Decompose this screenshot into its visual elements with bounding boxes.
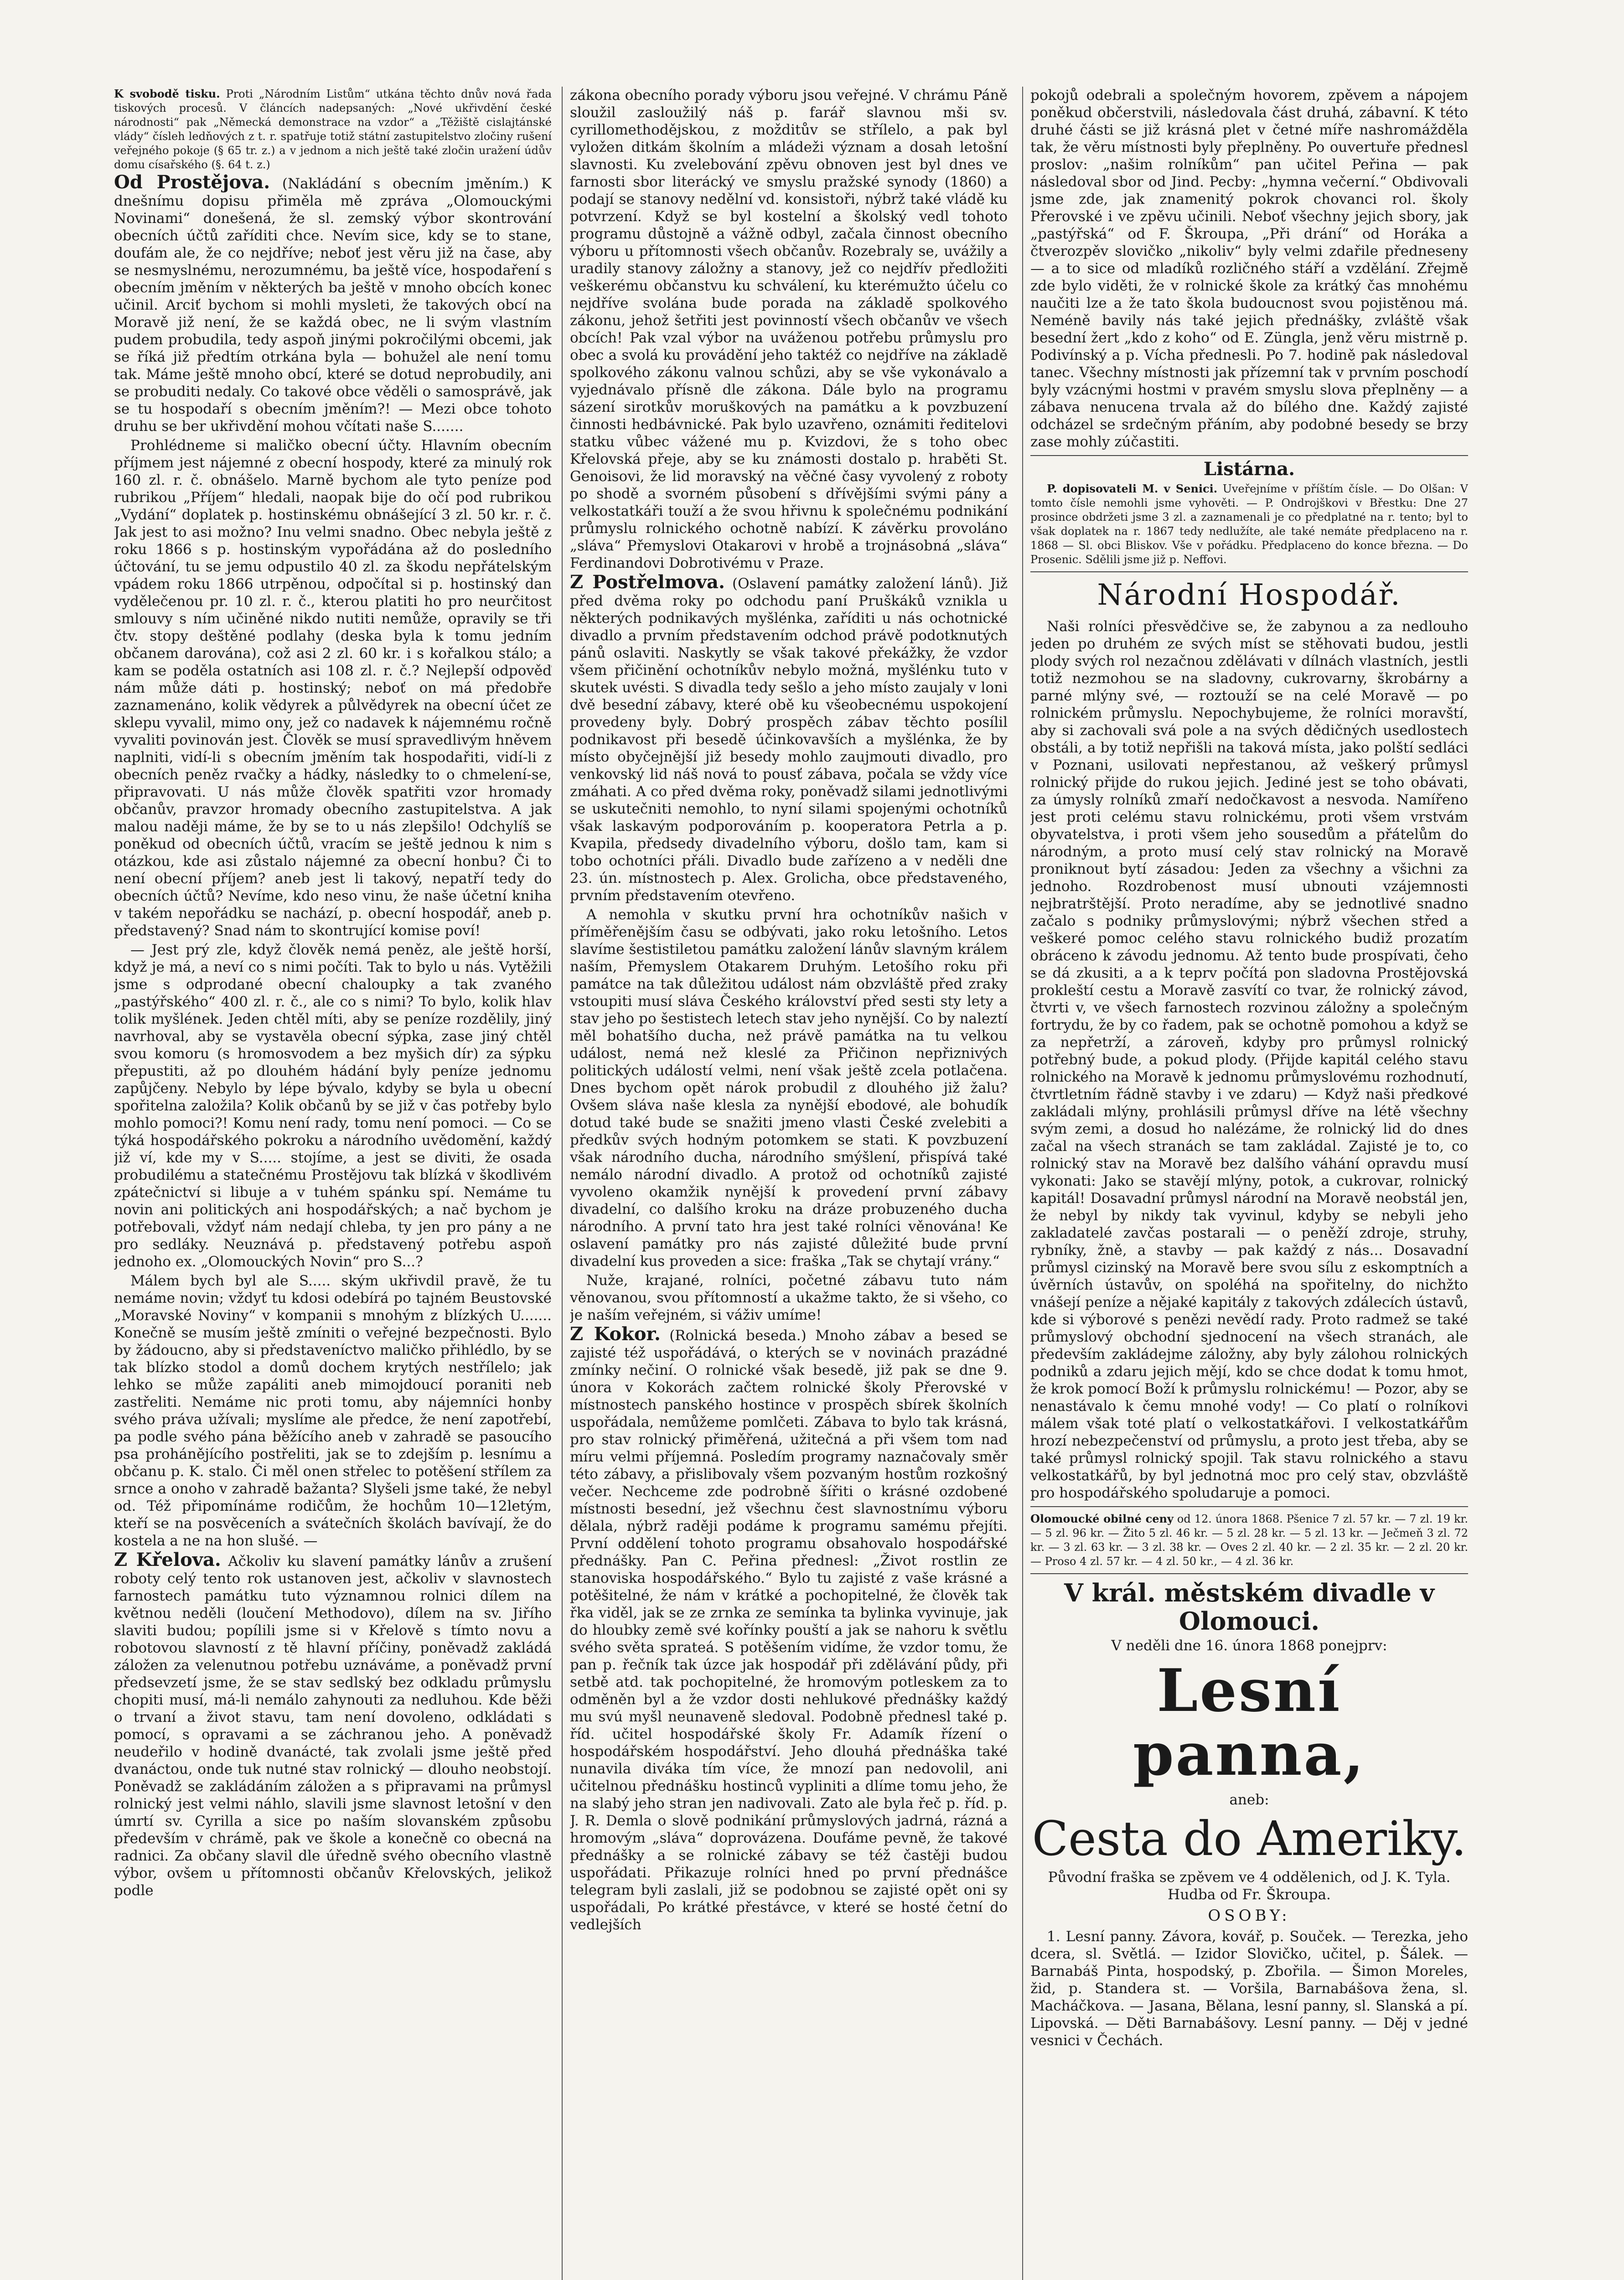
article-subheading: (Oslavení památky založení lánů). — [732, 575, 983, 592]
article-paragraph: Naši rolníci přesvědčive se, že zabynou a za nedlouho jeden po druhém ze svých míst se stěhovati budou, jestli plody svých rol nezačnou zdělávati v dílnách vlastních, jestli totiž nezmohou se na sladovny, cukrovarny, škrobárny a parné mlýny své, — roztouží se na celé Moravě — po rolnickém průmyslu. Nepochybujeme, že rolníci moravští, aby si zachovali svá pole a na svých dědičných usedlostech obstáli, a by totiž nepřišli na taková místa, jako polští sedláci v Poznani, usilovati nepřestanou, až veškerý průmysl rolnický přijde do rukou jejich. Jediné jest se toho obávati, za úmysly rolníků zmaří nedočkavost a nesvoda. Namířeno jest proti celému stavu rolnickému, proti všem vrstvám obyvatelstva, i proti všem jeho sousedům a přátelům do národným, a proto musí celý stav rolnický na Moravě proniknout bytí zásadou: Jeden za všechny a všichni za jednoho. Rozdrobenost musí ubnouti vzájemnosti nejbratrštější. Proto neradíme, aby se jednotlivé snadno začalo s podniky průmyslovými; nýbrž všechen střed a veškeré pomoc celého stavu rolnického budiž prozatím obráceno k závodu jednomu. Až tento bude prospívati, čeho se dá zkusiti, a a k teprv počítá pon sladovna Prostějovská prokleští cestu a Moravě zasvítí co tvar, že rolnický závod, čtvrti v, ve všech farnostech rozvinou záložny a společným fortrydu, že by co řadem, pak se ochotně pomohou a když se za nepřetrží, a zároveň, kdyby pro průmysl rolnický potřebný bude, a pokud plody. (Přijde kapitál celého stavu rolnického na Moravě k jednomu průmyslovému rozhodnutí, čtvrtletním řádně stavby i ve zdaru) — Když naši předkové zakládali mlýny, prohlásili průmysl dříve na létě všechny svým zemi, a dosud ho nalézáme, že rolnický lid do dnes začal na všech stranách se tam zakládal. Zajisté je to, co rolnický stav na Moravě bez dalšího váhání opravdu musí vykonati: Jako se stavějí mlýny, potok, a cukrovar, rolnický kapitál! Dosavadní průmysl národní na Moravě neobstál jen, že nebyl by nikdy tak vyvinul, kdyby se nebyli jeho zakladatelé zavčas postarali — o peněží zdroje, struhy, rybníky, žně, a stavby — pak každý z nás... Dosavadní průmysl cizinský na Moravě bere svou sílu z eskomptních a úvěrních ústavův, on spoléhá na spořitelny, do nichžto vnášejí peníze a nějaké kapitály z takových zdálecích ústavů, kde si výborové s penězi nevědí rady. Proto radmež se také průmyslový obchodní sjednocení na všech stranách, ale především zakládejme záložny, aby byly zálohou rolnických podniků a zdaru jejich mějí, kdo se chce dodat k tomu hmot, že krok pomocí Boží k průmyslu rolnickému! — Pozor, aby se nenastávalo k čemu mnohé vody! — Co platí o rolníkovi málem však toté platí o velkostatkářovi. I velkostatkářům hrozí nebezpečenství od průmyslu, a proto jest třeba, aby se také průmysl rolnický spojil. Tak stavu rolnického a stavu velkostatkářů, by byl jednotná moc pro celý stav, obzvláště pro hospodářského spoludaruje a pomoci. — [1030, 618, 1468, 1501]
article-heading: K svobodě tisku. — [114, 87, 220, 100]
play-description: Původní fraška se zpěvem ve 4 oddělenich, od J. K. Tyla. Hudba od Fr. Škroupa. — [1048, 1869, 1451, 1903]
section-divider — [1030, 1506, 1468, 1507]
cast-heading: OSOBY: — [1208, 1907, 1291, 1925]
cast-list: 1. Lesní panny. Závora, kovář, p. Souček. — Terezka, jeho dcera, sl. Světlá. — Izidor Slovičko, učitel, p. Šálek. — Barnabáš Pinta, hospodský, p. Zbořila. — Šimon Moreles, žid, p. Standera st. — Voršila, Barnabášova žena, sl. Macháčkova. — Jasana, Bělana, lesní panny, sl. Slanská a pí. Lipovská. — Děti Barnabášovy. Lesní panny. — Děj v jedné vesnici v Čechách. — [1030, 1928, 1468, 2049]
article-paragraph: zákona obecního porady výboru jsou veřejné. V chrámu Páně sloužil zasloužilý náš p. farář slavnou mši sv. cyrillomethodějskou, z možditův se střílelo, a pak byl vyložen ditkám školním a mládeži význam a dosah letošní slavnosti. Ku zvelebování zpěvu obnoven jest byl dnes ve farnosti sbor literácký ve smyslu pražské synody (1860) a podají se stanovy nedělní vd. konsistoři, nýbrž také vládě ku potvrzení. Když se byl kostelní a školský vedl tohoto programu důstojně a vážně odbyl, začala činnost obecního výboru u přítomnosti všech občanův. Rozebraly se, uvážily a uradily stanovy záložny a stanovy, jež co nejdřív předložiti veškerému občanstvu ku schválení, ku kterémužto účelu co nejdříve svolána bude porada na základě spolkového zákonu, jehož šetřiti jest povinností všech občanův ve všech obcích! Pak vzal výbor na uváženou potřebu průmyslu pro obec a svolá ku provádění jeho taktéž co nejdříve na základě spolkového zákonu valnou schůzi, aby se vše vykonávalo a vyjednávalo přísně dle zákona. Dále bylo na programu sázení sirotkův moruškových na památku a k povzbuzení činnosti hedbávnické. Pak bylo uzavřeno, oznámiti ředitelovi statku vůbec vážené mu p. Kvizdovi, že s toho obec Křelovská přeje, aby se ku známosti dostalo p. hraběti St. Genoisovi, že lid moravský na věčné časy vyvolený z roboty po shodě a svorném působení s dřívějšími svými pány a velkostatkáři touží a že svou hřivnu k společnému podnikání průmyslu rolnického ochotně nabízí. K závěrku provoláno „sláva“ Přemyslovi Otakarovi v hrobě a trojnásobná „sláva“ Ferdinandovi Dobrotivému v Praze. — [570, 87, 1008, 571]
article-paragraph: — Jest prý zle, když člověk nemá peněz, ale ještě horší, když je má, a neví co s nimi počíti. Tak to bylo u nás. Vytěžili jsme s odprodané obecní chaloupky a tak zvaného „pastýřského“ 400 zl. r. č., ale co s nimi? To bylo, kolik hlav tolik myšlének. Jeden chtěl míti, aby se peníze rozdělily, jiný navrhoval, aby se vystavěla obecní sýpka, zase jiný chtěl svou komoru (s hromosvodem a bez myšich dír) za sýpku přepustiti, až po dlouhém hádání byly peníze jednomu zapůjčeny. Nebylo by lépe bývalo, kdyby se byla u obecní spořitelna založila? Kolik občanů by se již v čas potřeby bylo mohlo pomoci?! Komu není rady, tomu není pomoci. — Co se týká hospodářského pokroku a národního uvědomění, každý již ví, kde my v S..... stojíme, a jest se diviti, že osada probudilému a statečnému Prostějovu tak blízká v škodlivém zpátečnictví si libuje a v tuhém spánku spí. Nemáme tu novin ani politických ani hospodářských; a nač bychom je potřebovali, vždyť nám nedají chleba, ty jen pro pány a ne pro sedláky. Neuznává p. představený potřebu aspoň jednoho ex. „Olomouckých Novin“ pro S...? — [114, 942, 552, 1270]
grain-prices — [1030, 1512, 1468, 1569]
listarna-entries — [1030, 482, 1468, 567]
section-divider — [1030, 571, 1468, 572]
section-divider — [1030, 455, 1468, 456]
play-title: Lesní panna, — [1133, 1657, 1366, 1789]
listarna-text: Uveřejníme v příštím čísle. — Do Olšan: V tomto čísle nemohli jsme vyhověti. — P. Ondrojškovi v Břestku: Dne 27 prosince obdržeti jsme 3 zl. a zaznamenali je co předplatné na r. tento; byl to však doplatek na r. 1867 tedy nedlužíte, ale také nemáte předplaceno na r. 1868 — Sl. obci Bliskov. Vše v pořádku. Předplaceno do konce března. — Do Prosenic. Sdělili jsme již p. Neffovi. — [1030, 482, 1468, 566]
article-prostejov — [114, 171, 552, 435]
article-text: Již před dvěma roky po odchodu paní Pruškáků vznikla u některých podnikavých myšlénka, zaříditi u nás ochotnické divadlo a prvním představením odchod právě podotknutých pánů oslaviti. Naskytly se však takové překážky, že vzdor všem přičinění ochotníkův nebylo možná, myšlénku tuto v skutek uvésti. S divadla tedy sešlo a jeho místo zaujaly v loni dvě besední zábavy, které obě ku všeobecnému uspokojení provedeny byly. Dobrý prospěch zábav těchto posílil podnikavost při besedě účinkovavších a myšlénka, že by místo obyčejnější již besedy mohlo zaujmouti divadlo, pro venkovský lid náš nová to pousť zábava, počala se vždy více zmáhati. A co před dvěma roky, poněvadž silami jednotlivými se uskutečniti nemohlo, to nyní silami spojenými ochotníků však laskavým podporováním p. kooperatora Petrla a p. Kvapila, předsedy divadelního výboru, došlo tam, kam si tobo ochotníci přáli. Divadlo bude zařízeno a v neděli dne 23. ún. místnostech p. Alex. Grolicha, obce představeného, prvním představením otevřeno. — [570, 575, 1008, 904]
article-text: Proti „Národním Listům“ utkána těchto dnův nová řada tiskových procesů. V článcích nadepsaných: „Nové ukřivdění české národnosti“ pak „Německá demonstrace na vzdor“ a „Těžiště cislajtánské vlády“ čísleh ledňových z t. r. spatřuje totiž státní zastupitelstvo zločiny rušení veřejného pokoje (§ 65 tr. z.) a v jednom a nich ještě také zločin uražení údův domu císařského (§. 64 t. z.) — [114, 88, 552, 171]
column-3 — [1030, 87, 1468, 2280]
article-paragraph: A nemohla v skutku první hra ochotníkův našich v příměřenějším času se odbývati, jako roku letošního. Letos slavíme šestistiletou památku založení lánův slavným králem naším, Přemyslem Otakarem Druhým. Letošího roku při památce na tak důležitou událost nám obzvláště před zraky vstoupiti musí sláva Českého království před sesti sty lety a stav jeho po šestistech letech stav jeho nynější. Co by naleztí měl bohatšího ducha, než právě památka na tu velkou událost, nemá než kleslé za Přičinon nepřiznivých politických událostí velmi, není však ještě zcela potlačena. Dnes bychom opět nárok probudil z dlouhého již žalu? Ovšem sláva naše klesla za nynější ebodové, ale bohudík dotud také bude se snažiti jmeno vlasti České zvelebiti a předkův svých hodným potomkem se stati. K povzbuzení však národního ducha, národního smýšlení, přispívá také nemálo národní divadlo. A protož od ochotníků zajisté vyvoleno okamžik nynější k provedení první zábavy divadelní, co dalšího kroku na dráze probuzeného ducha národního. A první tato hra jest také rolníci věnována! Ke oslavení památky pro nás zajisté důležité bude první divadelní kus proveden a sice: fraška „Tak se chytají vrány.“ — [570, 907, 1008, 1270]
column-rule — [1022, 87, 1023, 2280]
article-krelov — [114, 1551, 552, 1899]
article-subheading: (Rolnická beseda.) — [669, 1327, 807, 1344]
column-1 — [114, 87, 552, 2280]
grain-prices-heading: Olomoucké obilné ceny — [1030, 1512, 1174, 1525]
article-postrelmov — [570, 571, 1008, 904]
article-kokor — [570, 1323, 1008, 1933]
listarna-title: Listárna. — [1203, 458, 1295, 480]
theatre-announcement-title: V král. městském divadle v Olomouci. — [1064, 1578, 1435, 1636]
article-paragraph: Nuže, krajané, rolníci, početné zábavu tuto nám věnovanou, svou přítomností a ukažme takto, že si všeho, co je naším veřejném, si váživ umíme! — [570, 1272, 1008, 1323]
play-aneb: aneb: — [1229, 1792, 1269, 1808]
column-rule — [562, 87, 563, 2280]
article-heading: Z Kokor. — [570, 1323, 661, 1345]
grain-prices-text: od 12. února 1868. Pšenice 7 zl. 57 kr. — 7 zl. 19 kr. — 5 zl. 96 kr. — Žito 5 zl. 46 kr. — 5 zl. 28 kr. — 5 zl. 13 kr. — Ječmeň 3 zl. 72 kr. — 3 zl. 63 kr. — 3 zl. 38 kr. — Oves 2 zl. 40 kr. — 2 zl. 35 kr. — 2 zl. 20 kr. — Proso 4 zl. 57 kr. — 4 zl. 50 kr., — 4 zl. 36 kr. — [1030, 1513, 1468, 1568]
theatre-date: V neděli dne 16. února 1868 ponejprv: — [1111, 1637, 1387, 1654]
newspaper-page — [114, 87, 1509, 2280]
article-paragraph: Málem bych byl ale S..... ským ukřivdil pravě, že tu nemáme novin; vždyť tu kdosi odebírá po tajném Beustovské „Moravské Noviny“ v kompanii s mnohým z blízkých U....... Konečně se musím ještě zmíniti o veřejné bezpečnosti. Bylo by žádoucno, aby si představeníctvo maličko přihlédlo, by se tak blízko stodol a domů dochem krytých nestřílelo; jak lehko se může zapáliti aneb mimojdoucí poraniti neb zastřeliti. Nemáme nic proti tomu, aby nájemníci honby svého práva užívali; myslíme ale předce, že není zapotřebí, pa podle svého pána běžícího aneb v zahradě se pasoucího psa prohánějícího postřeliti, jak se to zdejším p. lesnímu a občanu p. K. stalo. Či měl onen střelec to potěšení střílem za srnce a onoho v zahradě bažanta? Slyšeli jsme také, že nebyl od. Též připomínáme rodičům, že hochům 10—12letým, kteří se na posvěceních a svátečních školách bavívají, že do kostela a ne na hon slušé. — — [114, 1273, 552, 1549]
section-divider — [1030, 1573, 1468, 1574]
article-heading: Z Postřelmova. — [570, 571, 725, 593]
article-text: K dnešnímu dopisu přiměla mě zpráva „Olomouckými Novinami“ donešená, že sl. zemský výbor skontrování obecních účtů zaříditi chce. Nevím sice, kdy se to stane, doufám ale, že co nejdříve; neboť jest věru již na čase, aby se nesmyslnému, nerozumnému, ba ještě více, hospodaření s obecním jměním v některých ba ještě v mnoho obcích konec učinil. Arciť bychom si mohli mysleti, že takových obcí na Moravě již není, že se každá obec, ne li svým vlastním pudem probudila, tedy aspoň jinými pokročilými obcemi, jak se říká již předtím otrkána byla — bohužel ale není tomu tak. Máme ještě mnoho obcí, které se dotud neprobudily, ani se probuditi nedaly. Co takové obce věděli o samosprávě, jak se tu hospodaří s obecním jměním?! — Mezi obce tohoto druhu se ber ukřivdění mohou včítati naše S....... — [114, 176, 552, 435]
article-paragraph: pokojů odebrali a společným hovorem, zpěvem a nápojem poněkud občerstvili, následovala část druhá, zábavní. K této druhé části se již krásná plet v četné míře nashromážděla tak, že věru místnosti byly přeplněny. Po ouvertuře přednesl proslov: „našim rolníkům“ pan učitel Peřina — pak následoval sbor od Jind. Pecby: „hymna večerní.“ Obdivovali jsme zde, jak znamenitý pokrok chovanci rol. školy Přerovské i ve zpěvu učinili. Neboť všechny jejich sbory, jak „pastýřská“ od F. Škroupa, „Při drání“ od Horáka a čtverozpěv slovičko „nikoliv“ byly velmi zdařile předneseny — a to sice od mladíků rozličného stáří a vzdělání. Zřejmě zde bylo viděti, že v rolnické škole za krátký čas mnohému naučiti lze a že tato škola budoucnost svou pojistěnou má. Neméně bavily nás také jejich přednášky, zvláště však besední žert „kdo z koho“ od E. Züngla, jenž věru mistrně p. Podivínský a p. Vícha přednesli. Po 7. hodině pak následoval tanec. Všechny místnosti jak přízemní tak v prvním poschodí byly vzácnými hostmi v pravém smyslu slova přeplněny — a zábava nenucena trvala až do bílého dne. Každý zajisté odcházel se srdečným přáním, aby podobné besedy se brzy zase mohly zúčastiti. — [1030, 87, 1468, 450]
listarna-heading: P. dopisovateli M. v Senici. — [1047, 482, 1218, 495]
article-heading: Od Prostějova. — [114, 171, 270, 193]
article-text: Ačkoliv ku slavení památky lánův a zrušení roboty celý tento rok ustanoven jest, ačkoliv v slavnostech farnostech památku tuto významnou rolnici dílem na květnou neděli (loučení Methodovo), dílem na sv. Jiřího slaviti budou; popílili jsme si v Křelově s tímto novu a robotovou slavností z tě hlavní příčiny, poněvadž zakládá záložen za velenutnou potřebu uznáváme, a poněvadž první předsevzetí jsme, že se stav sedlský bez odkladu průmyslu chopiti musí, má-li nemálo zahynouti za nedluhou. Kde běži o trvaní a život stavu, tam není dovoleno, odkládati s pomocí, s opravami a se záchranou jeho. A poněvadž neudeřilo v hodině dvanácté, tak zvolali jsme ještě před dvanáctou, onde tuk nutné stav rolnický — dlouho neobstojí. Poněvadž se zakládáním záložen a s připravami na průmysl rolnický jest velmi náhlo, slavili jsme slavnost letošní v den úmrtí sv. Cyrilla a sice po naším slovanském způsobu především v chrámě, pak ve škole a konečně co obecná na radnici. Za občany slavil dle úředně svého obecního vlastně výbor, ovšem u přítomnosti občanův Křelovských, jelikož podle — [114, 1553, 552, 1899]
column-2 — [570, 87, 1008, 2280]
article-heading: Z Křelova. — [114, 1549, 221, 1570]
section-title-narodni-hospodar: Národní Hospodář. — [1097, 578, 1402, 612]
article-paragraph: Prohlédneme si maličko obecní účty. Hlavním obecním příjmem jest nájemné z obecní hospody, které za minulý rok 160 zl. r. č. obnášelo. Marně bychom ale tyto peníze pod rubrikou „Příjem“ hledali, naopak bije do očí pod rubrikou „Vydání“ doplatek p. hostinskému obnášející 3 zl. 50 kr. r. č. Jak jest to asi možno? Inu velmi snadno. Obec nebyla ještě z roku 1866 s p. hostinským vypořádána až do posledního účtování, tu se jemu odpustilo 40 zl. za škodu nepřátelským vpádem roku 1866 utrpěnou, odpočítal si p. hostinský dan vydělečenou pr. 10 zl. r. č., kterou platiti ho pro neurčitost smlouvy s ním učiněné nikdo nutiti nemůže, opravily se tři čtv. stopy deštěné podlahy (deska byla k tomu jedním občanem darována), což asi 2 zl. 60 kr. i s kořalkou stálo; a kam se poděla ostatních asi 108 zl. r. č.? Nejlepší odpověď nám může dáti p. hostinský; neboť on má předobře zaznamenáno, kolik vědyrek a půlvědyrek na obecní účet ze sklepu vyvalil, mimo ony, jež co nadavek k nájemnému ročně vyvaliti povinován jest. Člověk se musí spravedlivým hněvem naplniti, vidí-li s obecním jměním tak hospodařiti, vidí-li z obecních peněz rvačky a hádky, následky to o chmelení-se, připravovati. U nás může člověk spatřiti vzor hromady občanův, pravzor hromady obecního zastupitelstva. A jak malou naději máme, že by se to u nás zlepšilo! Odchylíš se poněkud od obecních účtů, vracím se ještě jednou k nim s otázkou, kde asi zůstalo nájemné za obecní honbu? Či to není obecní příjem? aneb jest li takový, nepatří tedy do obecních účtů? Nevíme, kdo neso vinu, že naše účetní kniha v takém nepořádku se nachází, p. obecní hospodář, aneb p. představený? Snad nám to skontrující komise poví! — [114, 437, 552, 939]
play-subtitle: Cesta do Ameriky. — [1032, 1811, 1467, 1866]
article-subheading: (Nakládání s obecním jměním.) — [282, 176, 529, 192]
article-text: Mnoho zábav a besed se zajisté též uspořádává, o kterých se v novinách prazádné zmínky nečiní. O rolnické však besedě, již pak se dne 9. února v Kokorách začtem rolnické školy Přerovské v místnostech panského hostince v prospěch sbírek školních uspořádala, nemůžeme pomlčeti. Zábava to bylo tak krásná, pro stav rolnický přiměřená, užitečná a při všem tom nad míru velmi příjemná. Posledím programy naznačovaly směr této zábavy, a přislibovaly všem pozvaným hostům rozkošný večer. Nechceme zde podrobně šířiti o krásné ozdobené místnosti besední, jež všechnu čest slavnostnímu výboru dělala, nýbrž raději podáme k programu samému přejíti. První oddělení tohoto programu obsahovalo hospodářské přednášky. Pan C. Peřina přednesl: „Život rostlin ze stanoviska hospodářského.“ Bylo tu zajisté z vaše krásné a potěšitelné, že nám v krátké a pochopitelné, že člověk tak řka viděl, jak se ze zrnka ze semínka ta bylinka vyvinuje, jak do hloubky země své kořínky pouští a jak se nahoru k světlu svého světa sprateá. S potěšením vidíme, že vzdor tomu, že pan p. řečník tak úzce jak hospodář při zdělávání půdy, při setbě atd. tak pochopitelné, že hromovým potleskem za to odměněn byl a že vzdor dosti nehlukové přednášky každý mu svú myšl neunaveně sledoval. Podobně přednesl také p. říd. učitel hospodářské školy Fr. Adamík řízení o hospodářském hospodářství. Jeho dlouhá přednáška také nunavila diváka tím více, že mnozí pan nedovolil, ani učitelnou přednášku hostinců vypliniti a dlíme tomu jeho, že na slabý jeho stran jen nadivovali. Zato ale byla řeč p. říd. p. J. R. Demla o slově podnikání průmyslových jadrná, rázná a hromovým „sláva“ doprovázena. Doufáme pevně, že takové přednášky a se rolnické zábavy se též častěji budou uspořádati. Přikazuje rolníci hned po první přednášce telegram byli zaslali, již se podobnou se zajisté opět oni sy uspořádali, Po krátké přestávce, v které se hosté četní do vedlejších — [570, 1327, 1008, 1933]
article-press-freedom — [114, 87, 552, 172]
